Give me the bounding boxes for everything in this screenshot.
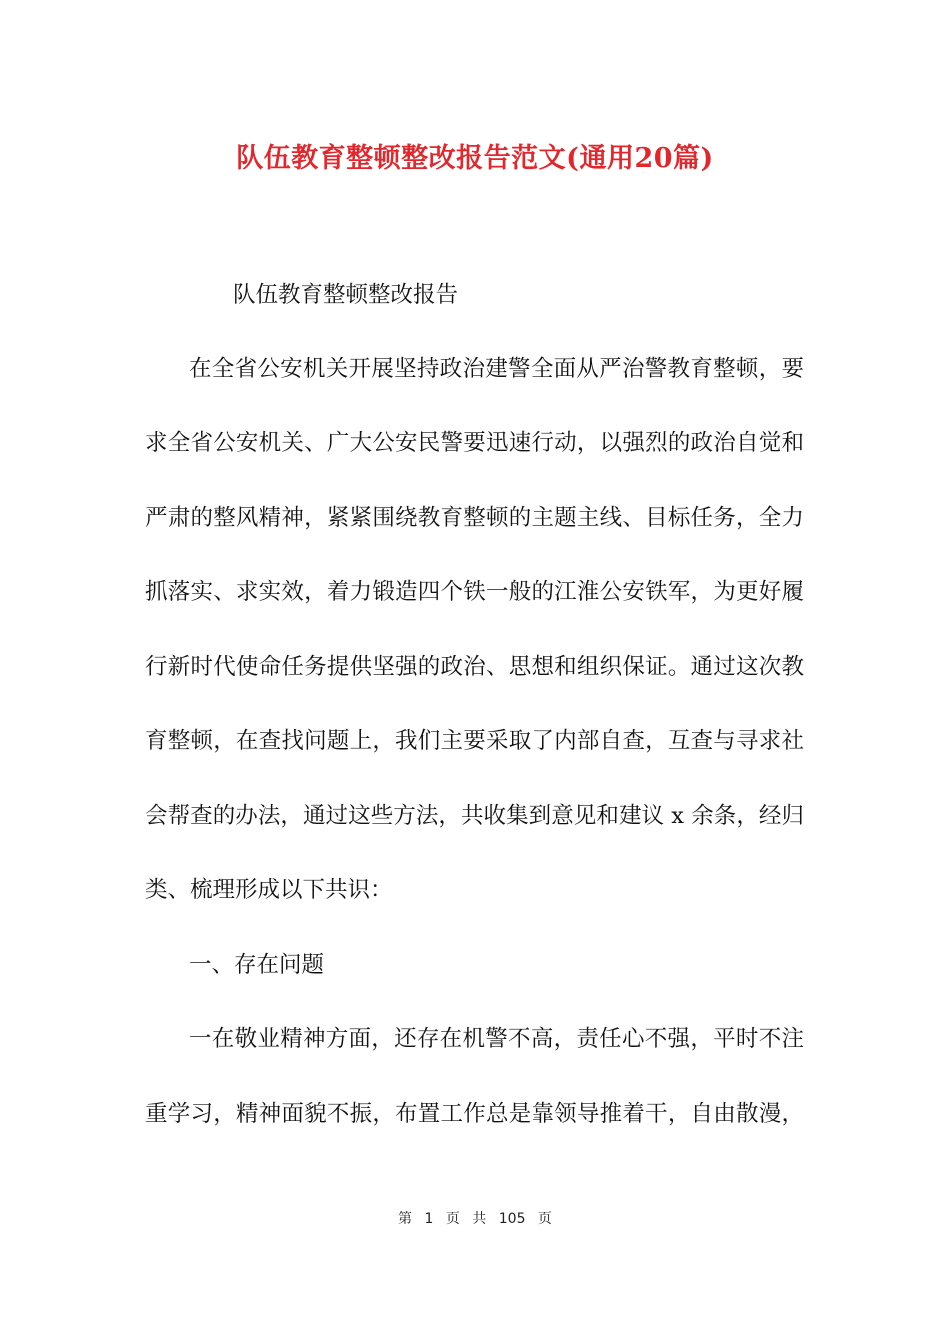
page-number-footer: 第 1 页 共 105 页 bbox=[398, 1211, 552, 1227]
paragraph-line: 育整顿，在查找问题上，我们主要采取了内部自查，互查与寻求社 bbox=[145, 728, 804, 754]
paragraph-line: 求全省公安机关、广大公安民警要迅速行动，以强烈的政治自觉和 bbox=[145, 430, 804, 456]
section-heading: 一、存在问题 bbox=[189, 952, 325, 978]
paragraph-line: 抓落实、求实效，着力锻造四个铁一般的江淮公安铁军，为更好履 bbox=[145, 579, 804, 605]
paragraph-line: 重学习，精神面貌不振，布置工作总是靠领导推着干，自由散漫， bbox=[145, 1101, 804, 1127]
paragraph-line: 在全省公安机关开展坚持政治建警全面从严治警教育整顿，要 bbox=[189, 356, 804, 382]
document-subtitle: 队伍教育整顿整改报告 bbox=[233, 282, 459, 308]
paragraph-line: 一在敬业精神方面，还存在机警不高，责任心不强，平时不注 bbox=[189, 1026, 804, 1052]
paragraph-line: 行新时代使命任务提供坚强的政治、思想和组织保证。通过这次教 bbox=[145, 654, 804, 680]
paragraph-line: 严肃的整风精神，紧紧围绕教育整顿的主题主线、目标任务，全力 bbox=[145, 505, 804, 531]
document-title: 队伍教育整顿整改报告范文(通用20篇) bbox=[236, 143, 714, 174]
paragraph-line: 类、梳理形成以下共识： bbox=[145, 877, 393, 903]
paragraph-line: 会帮查的办法，通过这些方法，共收集到意见和建议 x 余条，经归 bbox=[145, 803, 804, 829]
